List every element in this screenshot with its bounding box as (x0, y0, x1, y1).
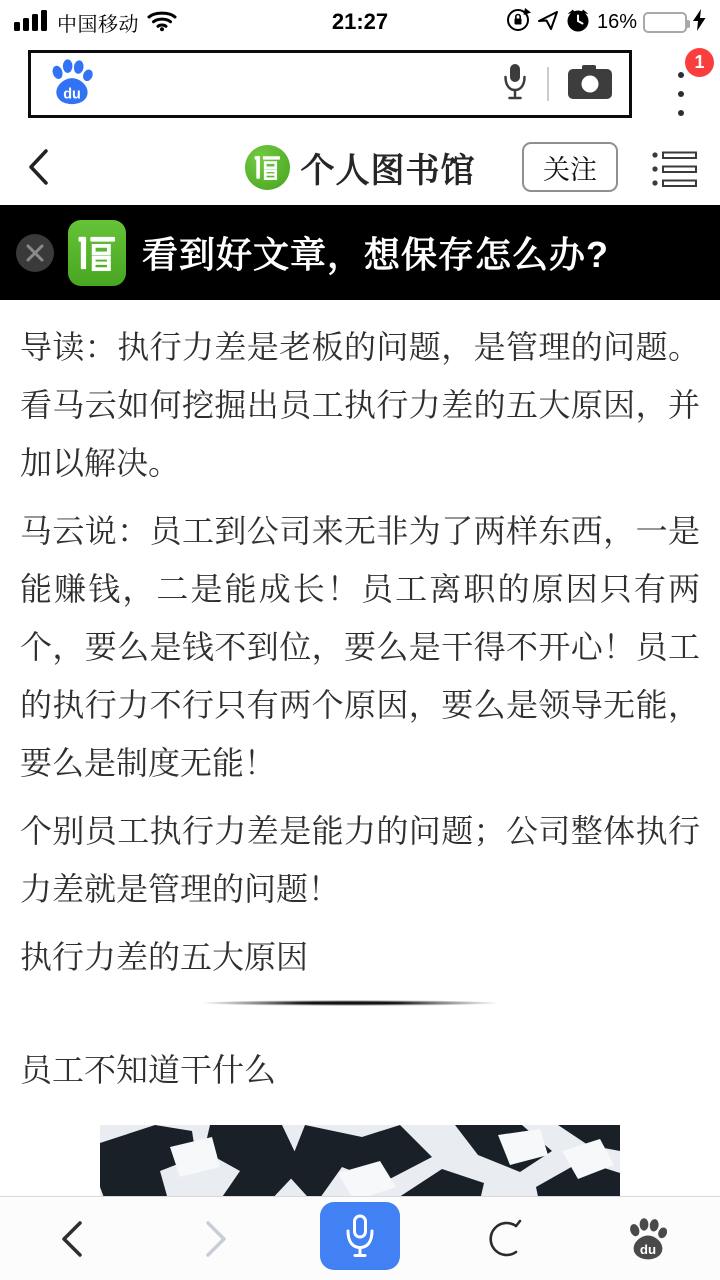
search-bar[interactable] (28, 50, 632, 118)
notification-badge: 1 (685, 48, 714, 77)
voice-search-button[interactable] (320, 1202, 400, 1270)
signal-bars-icon (14, 9, 50, 36)
baidu-paw-icon (625, 1216, 671, 1262)
list-icon (650, 146, 700, 192)
toolbar-voice-search[interactable] (288, 1197, 432, 1280)
toolbar-back-button[interactable] (0, 1197, 144, 1280)
voice-search-icon[interactable] (501, 62, 529, 107)
page-header (0, 130, 720, 205)
battery-percent-label: 16% (596, 10, 637, 33)
location-arrow-icon (537, 9, 559, 36)
section-heading: 员工不知道干什么 (20, 1052, 277, 1088)
browser-menu-button[interactable] (676, 72, 686, 116)
status-bar (0, 0, 720, 44)
article-paragraph: 导读：执行力差是老板的问题，是管理的问题。看马云如何挖掘出员工执行力差的五大原因，并加以解决。 (20, 329, 700, 481)
list-menu-button[interactable] (650, 146, 700, 197)
browser-toolbar (0, 1196, 720, 1280)
article-paragraph: 执行力差的五大原因 (20, 939, 309, 975)
browser-search-row (0, 44, 720, 130)
site-logo (245, 145, 290, 190)
battery-icon (643, 12, 687, 33)
banner-message: 看到好文章，想保存怎么办? (142, 234, 609, 275)
section-divider (200, 1000, 500, 1006)
baidu-logo[interactable] (47, 57, 97, 112)
back-button[interactable] (26, 146, 52, 188)
article-paragraph: 个别员工执行力差是能力的问题；公司整体执行力差就是管理的问题！ (20, 813, 700, 907)
back-chevron-icon (60, 1220, 84, 1258)
follow-button[interactable]: 关注 (522, 142, 618, 192)
search-divider (547, 67, 549, 101)
charging-bolt-icon (693, 9, 706, 36)
back-chevron-icon (31, 151, 46, 183)
toolbar-refresh-button[interactable] (432, 1197, 576, 1280)
article-paragraph: 马云说：员工到公司来无非为了两样东西，一是能赚钱，二是能成长！员工离职的原因只有两个，要么是钱不到位，要么是干得不开心！员工的执行力不行只有两个原因，要么是领导无能，要么是制度无能！ (20, 513, 700, 781)
toolbar-forward-button[interactable] (144, 1197, 288, 1280)
page-title: 个人图书馆 (300, 152, 476, 190)
wifi-icon (146, 8, 178, 37)
mic-icon (343, 1213, 377, 1259)
refresh-icon (483, 1216, 525, 1262)
article-image (100, 1125, 620, 1200)
carrier-label: 中国移动 (57, 13, 139, 36)
toolbar-baidu-home-button[interactable] (576, 1197, 720, 1280)
svg-text:du: du (639, 1241, 657, 1257)
alarm-clock-icon (565, 7, 591, 38)
clock-time: 21:27 (331, 9, 389, 34)
article-content (0, 300, 720, 1200)
close-icon (25, 243, 45, 263)
doc360-logo (68, 220, 126, 286)
forward-chevron-icon (204, 1220, 228, 1258)
promo-banner[interactable] (0, 205, 720, 300)
close-banner-button[interactable] (16, 234, 54, 272)
rotation-lock-icon (505, 7, 531, 38)
camera-search-icon[interactable] (567, 64, 613, 105)
svg-text:du: du (63, 85, 81, 102)
